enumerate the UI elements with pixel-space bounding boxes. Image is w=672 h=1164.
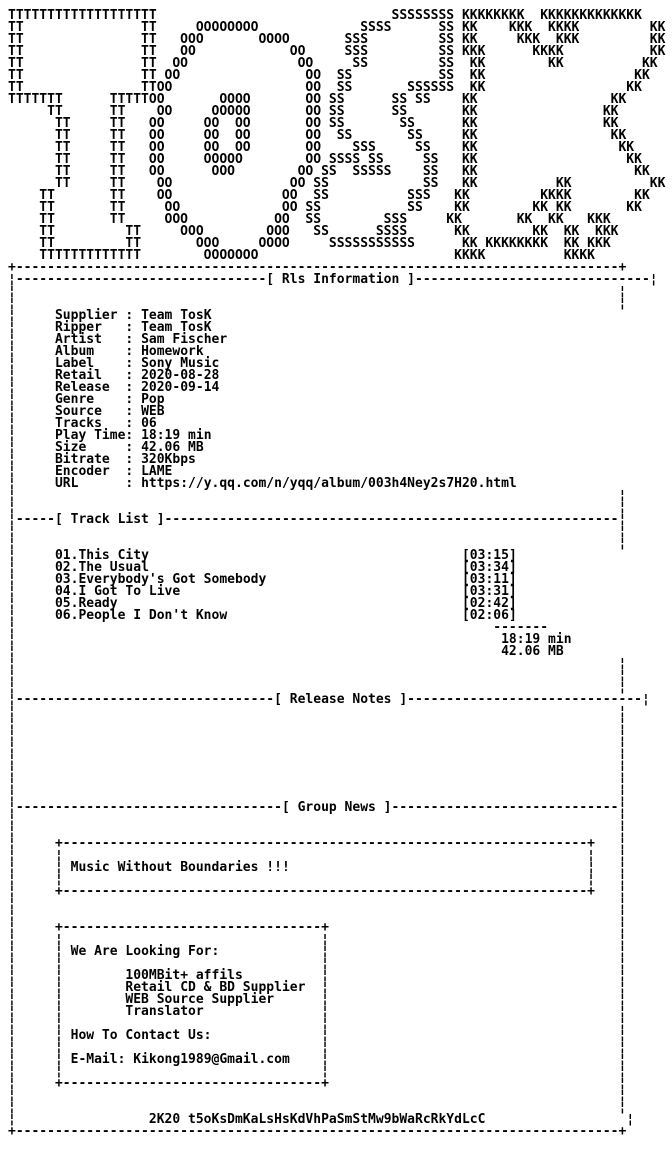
- info-bitrate: 320Kbps: [141, 452, 196, 467]
- info-label-release: Release: [54, 380, 126, 395]
- info-label: Sony Music: [141, 356, 220, 371]
- logo-line-2: TT TT OOOOOOOO SSSS SS KK KKK KKKK KK: [8, 20, 666, 35]
- logo-line-1: TTTTTTTTTTTTTTTTTTT SSSSSSSS KKKKKKKK KKKKKKKKKKKKK: [8, 8, 642, 23]
- looking-for-item-3: WEB Source Supplier: [125, 992, 275, 1007]
- total-play-time: 18:19 min: [501, 632, 572, 647]
- track-6-title: People I Don't Know: [78, 608, 228, 623]
- info-retail: 2020-08-28: [141, 368, 220, 383]
- logo-line-19: TT TT OOO OOO SS SSSS KK KK KK KKK: [8, 224, 619, 239]
- info-label-retail: Retail: [54, 368, 126, 383]
- section-release-notes: [ Release Notes ]: [274, 692, 408, 707]
- info-release: 2020-09-14: [141, 380, 220, 395]
- track-5-length: [02:42]: [461, 596, 517, 611]
- track-1-title: This City: [78, 548, 149, 563]
- section-rls-information: [ Rls Information ]: [266, 272, 415, 287]
- logo-line-16: TT TT OO OO SS SSS KK KKKK KK: [8, 188, 650, 203]
- contact-email[interactable]: Kikong1989@Gmail.com: [133, 1052, 290, 1067]
- looking-for-item-1: 100MBit+ affils: [125, 968, 243, 983]
- info-url[interactable]: https://y.qq.com/n/yqq/album/003h4Ney2s7H20.html: [141, 476, 517, 491]
- track-4-length: [03:31]: [461, 584, 517, 599]
- info-label-album: Album: [54, 344, 126, 359]
- info-supplier: Team TosK: [141, 308, 212, 323]
- logo-line-4: TT TT OO OO SSS SS KKK KKKK KK: [8, 44, 666, 59]
- info-album: Homework: [141, 344, 204, 359]
- logo-line-3: TT TT OOO OOOO SSS SS KK KKK KKK KK: [8, 32, 666, 47]
- track-5-title: Ready: [78, 596, 118, 611]
- email-label: E-Mail:: [70, 1052, 126, 1067]
- logo-line-21: TTTTTTTTTTTTT OOOOOOO KKKK KKKK: [8, 248, 595, 263]
- logo-line-5: TT TT OO OO SS SS KK KK KK: [8, 56, 658, 71]
- track-4-number: 04: [54, 584, 71, 599]
- nfo-document: TTTTTTTTTTTTTTTTTTT SSSSSSSS KKKKKKKK KKKKKKKKKKKKK TT TT OOOOOOOO SSSS SS KK KKK KKKK KK TT TT OOO OOOO SSS SS KK KKK KKK KK TT TT OO OO SSS SS KKK KKKK KK TT TT OO OO SS SS KK KK KK TT TT OO OO SS SS KK KK TT TTOO OO SS SSSSSS KK KK TTTTTTT TTTTTOO OOOO OO SS SS SS KK KK TT TT OO OOOOO OO SS SS KK KK TT TT OO OO OO OO SS SS KK KK TT TT OO OO OO OO SS SS KK KK TT TT OO OO OO OO SSS SS KK KK TT TT OO OOOOO OO SSSS SS SS KK KK TT TT OO OOO OO SS SSSSS SS KK KK TT TT OO OO SS SS KK KK KK TT TT OO OO SS SSS KK KKKK KK TT TT OO OO SS SS KK KK KK KK TT TT OOO OO SS SSS KK KK KK KKK TT TT OOO OOO SS SSSS KK KK KK KKK TT TT OOO OOOO SSSSSSSSSSS KK KKKKKKKK KK KKK TTTTTTTTTTTTT OOOOOOO KKKK KKKK +-----------------------------------------------------------------------------+ ¦--------------------------------[ Rls Information ]------------------------------¦ ¦ ¦ ¦ ¦ ¦ Supplier : Team TosK ¦ Ripper : Team TosK ¦ Artist : Sam Fischer ¦ Album : Homework ¦ Label : Sony Music ¦ Retail : 2020-08-28 ¦ Release : 2020-09-14 ¦ Genre : Pop ¦ Source : WEB ¦ Tracks : 06 ¦ Play Time: 18:19 min ¦ Size : 42.06 MB ¦ Bitrate : 320Kbps ¦ Encoder : LAME ¦ URL : https://y.qq.com/n/yqq/album/003h4Ney2s7H20.html ¦ ¦ ¦ ¦ ¦-----[ Track List ]----------------------------------------------------------¦ ¦ ¦ ¦ ¦ ¦ 01.This City [03:15] ¦ 02.The Usual [03:34] ¦ 03.Everybody's Got Somebody [03:11] ¦ 04.I Got To Live [03:31] ¦ 05.Ready [02:42] ¦ 06.People I Don't Know [02:06] ¦ ------- ¦ 18:19 min ¦ 42.06 MB ¦ ¦ ¦ ¦ ¦ ¦ ¦---------------------------------[ Release Notes ]------------------------------¦ ¦ ¦ ¦ ¦ ¦ ¦ ¦ ¦ ¦ ¦ ¦ ¦ ¦ ¦ ¦ ¦ ¦----------------------------------[ Group News ]-----------------------------¦ ¦ ¦ ¦ ¦ ¦ +-------------------------------------------------------------------+ ¦ ¦ ¦ ¦ ¦ ¦ ¦ Music Without Boundaries !!! ¦ ¦ ¦ ¦ ¦ ¦ ¦ +-------------------------------------------------------------------+ ¦ ¦ ¦ ¦ ¦ ¦ +---------------------------------+ ¦ ¦ ¦ ¦ ¦ ¦ ¦ We Are Looking For: ¦ ¦ ¦ ¦ ¦ ¦ ¦ ¦ 100MBit+ affils ¦ ¦ ¦ ¦ Retail CD & BD Supplier ¦ ¦ ¦ ¦ WEB Source Supplier ¦ ¦ ¦ ¦ Translator ¦ ¦ ¦ ¦ ¦ ¦ ¦ ¦ How To Contact Us: ¦ ¦ ¦ ¦ ¦ ¦ ¦ ¦ E-Mail: Kikong1989@Gmail.com ¦ ¦ ¦ ¦ ¦ ¦ ¦ +---------------------------------+ ¦ ¦ ¦ ¦ ¦ ¦ 2K20 t5oKsDmKaLsHsKdVhPaSmStMw9bWaRcRkYdLcC ¦ +-----------------------------------------------------------------------------+: [8, 8, 666, 1139]
- logo-line-14: TT TT OO OOO OO SS SSSSS SS KK KK: [8, 164, 650, 179]
- frame-bottom-border: +-----------------------------------------------------------------------------+: [8, 1124, 627, 1139]
- info-label-genre: Genre: [54, 392, 126, 407]
- info-label-ripper: Ripper: [54, 320, 126, 335]
- info-label-artist: Artist: [54, 332, 126, 347]
- info-label-url: URL: [54, 476, 126, 491]
- logo-line-13: TT TT OO OOOOO OO SSSS SS SS KK KK: [8, 152, 642, 167]
- logo-line-15: TT TT OO OO SS SS KK KK KK: [8, 176, 666, 191]
- logo-line-18: TT TT OOO OO SS SSS KK KK KK KKK: [8, 212, 611, 227]
- info-label-supplier: Supplier: [54, 308, 126, 323]
- track-2-number: 02: [54, 560, 71, 575]
- looking-for-item-2: Retail CD & BD Supplier: [125, 980, 306, 995]
- frame-top-border: +-----------------------------------------------------------------------------+: [8, 260, 627, 275]
- footer-signature: 2K20 t5oKsDmKaLsHsKdVhPaSmStMw9bWaRcRkYdLcC: [148, 1112, 486, 1127]
- info-label-play-time: Play Time: [54, 428, 126, 443]
- info-source: WEB: [141, 404, 165, 419]
- looking-for-heading: We Are Looking For:: [70, 944, 220, 959]
- looking-for-item-4: Translator: [125, 1004, 204, 1019]
- track-4-title: I Got To Live: [78, 584, 181, 599]
- track-6-length: [02:06]: [461, 608, 517, 623]
- contact-heading: How To Contact Us:: [70, 1028, 212, 1043]
- info-size: 42.06 MB: [141, 440, 204, 455]
- info-label-size: Size: [54, 440, 126, 455]
- totals-separator: -------: [493, 620, 549, 635]
- logo-line-6: TT TT OO OO SS SS KK KK: [8, 68, 650, 83]
- section-track-list: [ Track List ]: [54, 512, 165, 527]
- info-ripper: Team TosK: [141, 320, 212, 335]
- logo-line-11: TT TT OO OO OO OO SS SS KK KK: [8, 128, 627, 143]
- info-label-tracks: Tracks: [54, 416, 126, 431]
- track-6-number: 06: [54, 608, 71, 623]
- track-5-number: 05: [54, 596, 71, 611]
- logo-line-7: TT TTOO OO SS SSSSSS KK KK: [8, 80, 642, 95]
- total-size: 42.06 MB: [501, 644, 564, 659]
- track-3-title: Everybody's Got Somebody: [78, 572, 267, 587]
- info-label-encoder: Encoder: [54, 464, 126, 479]
- logo-line-9: TT TT OO OOOOO OO SS SS KK KK: [8, 104, 619, 119]
- group-slogan: Music Without Boundaries !!!: [70, 860, 290, 875]
- track-2-title: The Usual: [78, 560, 149, 575]
- logo-line-20: TT TT OOO OOOO SSSSSSSSSSS KK KKKKKKKK KK KKK: [8, 236, 611, 251]
- logo-line-12: TT TT OO OO OO OO SSS SS KK KK: [8, 140, 635, 155]
- track-1-number: 01: [54, 548, 71, 563]
- info-artist: Sam Fischer: [141, 332, 228, 347]
- track-3-length: [03:11]: [461, 572, 517, 587]
- logo-line-10: TT TT OO OO OO OO SS SS KK KK: [8, 116, 619, 131]
- track-1-length: [03:15]: [461, 548, 517, 563]
- info-tracks: 06: [141, 416, 157, 431]
- info-genre: Pop: [141, 392, 165, 407]
- logo-line-17: TT TT OO OO SS SS KK KK KK KK: [8, 200, 642, 215]
- info-label-label: Label: [54, 356, 126, 371]
- info-encoder: LAME: [141, 464, 173, 479]
- info-label-bitrate: Bitrate: [54, 452, 126, 467]
- track-2-length: [03:34]: [461, 560, 517, 575]
- logo-line-8: TTTTTTT TTTTTOO OOOO OO SS SS SS KK KK: [8, 92, 627, 107]
- section-group-news: [ Group News ]: [281, 800, 392, 815]
- info-play-time: 18:19 min: [141, 428, 212, 443]
- info-label-source: Source: [54, 404, 126, 419]
- track-3-number: 03: [54, 572, 71, 587]
